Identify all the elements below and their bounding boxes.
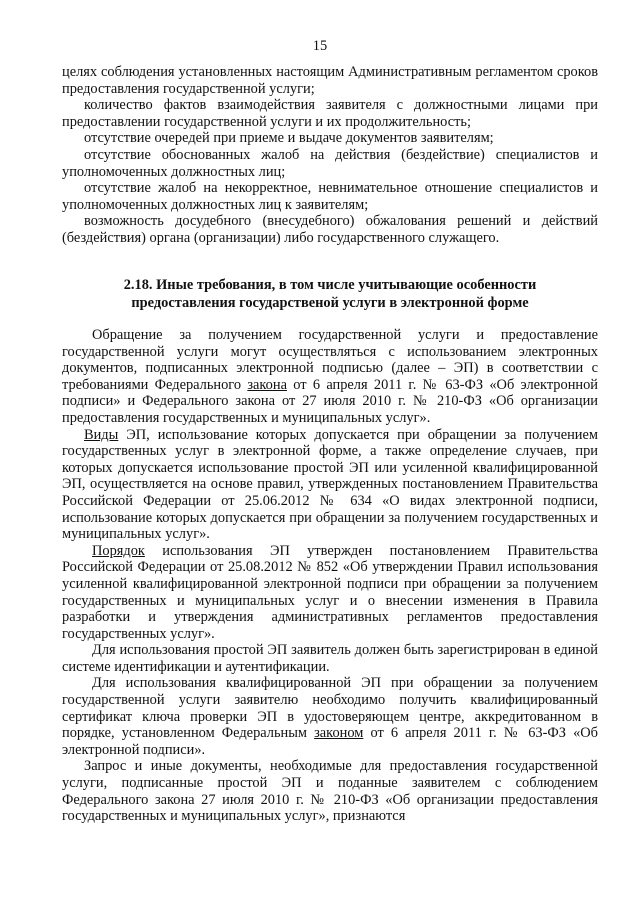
text-run: использования ЭП утвержден постановлением Правительства Российской Федерации от 25.08.2012 № 852 «Об утверждении Правил использования усиленной квалифицированной электронной подписи при обращении за получением государственных и муниципальных услуг и о внесении изменения в Правила разработки и утверждения административных регламентов предоставления государственных услуг». (62, 542, 598, 642)
paragraph: отсутствие жалоб на некорректное, невнимательное отношение специалистов и уполномоченных должностных лиц к заявителям; (62, 180, 598, 213)
law-link[interactable]: закона (247, 376, 287, 393)
law-link[interactable]: законом (314, 725, 364, 742)
paragraph: целях соблюдения установленных настоящим Административным регламентом сроков предоставления государственной услуги; (62, 64, 598, 97)
paragraph (62, 675, 598, 758)
section-heading (62, 276, 598, 313)
text-run: от 6 апреля 2011 г. № 63-ФЗ «Об электронной подписи». (62, 725, 598, 758)
paragraph (62, 427, 598, 543)
text-run: ЭП, использование которых допускается при обращении за получением государственных услуг в электронной форме, а также определение случаев, при которых допускается использование простой ЭП или усиленной квалифицированной ЭП, осуществляется на основе правил, утвержденных постановлением Правительства Российской Федерации от 25.06.2012 № 634 «О видах электронной подписи, использование которых допускается при обращении за получением государственных и муниципальных услуг». (62, 426, 598, 543)
section-heading-line: предоставления государственой услуги в электронной форме (131, 295, 529, 312)
types-link[interactable]: Виды (84, 426, 119, 443)
paragraph: отсутствие обоснованных жалоб на действия (бездействие) специалистов и уполномоченных должностных лиц; (62, 146, 598, 180)
criteria-list (62, 64, 598, 247)
paragraph (62, 327, 598, 427)
paragraph: Запрос и иные документы, необходимые для предоставления государственной услуги, подписанные простой ЭП и поданные заявителем с соблюдением Федерального закона 27 июля 2010 г. № 210-ФЗ «Об организации предоставления государственных и муниципальных услуг», признаются (62, 758, 598, 825)
paragraph: количество фактов взаимодействия заявителя с должностными лицами при предоставлении государственной услуги и их продолжительность; (62, 97, 598, 130)
text-run: Обращение за получением государственной услуги и предоставление государственной услуги могут осуществляться с использованием электронных документов, подписанных электронной подписью (далее – ЭП) в соответствии с требованиями Федерального (62, 327, 598, 393)
section-body (62, 327, 598, 825)
text-run: Для использования квалифицированной ЭП при обращении за получением государственной услуги заявителю необходимо получить квалифицированный сертификат ключа проверки ЭП в удостоверяющем центре, аккредитованном в порядке, установленном Федеральным (62, 675, 598, 742)
paragraph: возможность досудебного (внесудебного) обжалования решений и действий (бездействия) органа (организации) либо государственного служащего. (62, 213, 598, 246)
paragraph (62, 543, 598, 643)
procedure-link[interactable]: Порядок (92, 542, 145, 559)
paragraph: Для использования простой ЭП заявитель должен быть зарегистрирован в единой системе идентификации и аутентификации. (62, 642, 598, 675)
section-heading-line: 2.18. Иные требования, в том числе учитывающие особенности (123, 277, 537, 293)
text-run: от 6 апреля 2011 г. № 63-ФЗ «Об электронной подписи» и Федерального закона от 27 июля 2010 г. № 210-ФЗ «Об организации предоставления государственных и муниципальных услуг». (62, 376, 598, 426)
page-number: 15 (312, 38, 328, 54)
paragraph: отсутствие очередей при приеме и выдаче документов заявителям; (84, 130, 494, 147)
